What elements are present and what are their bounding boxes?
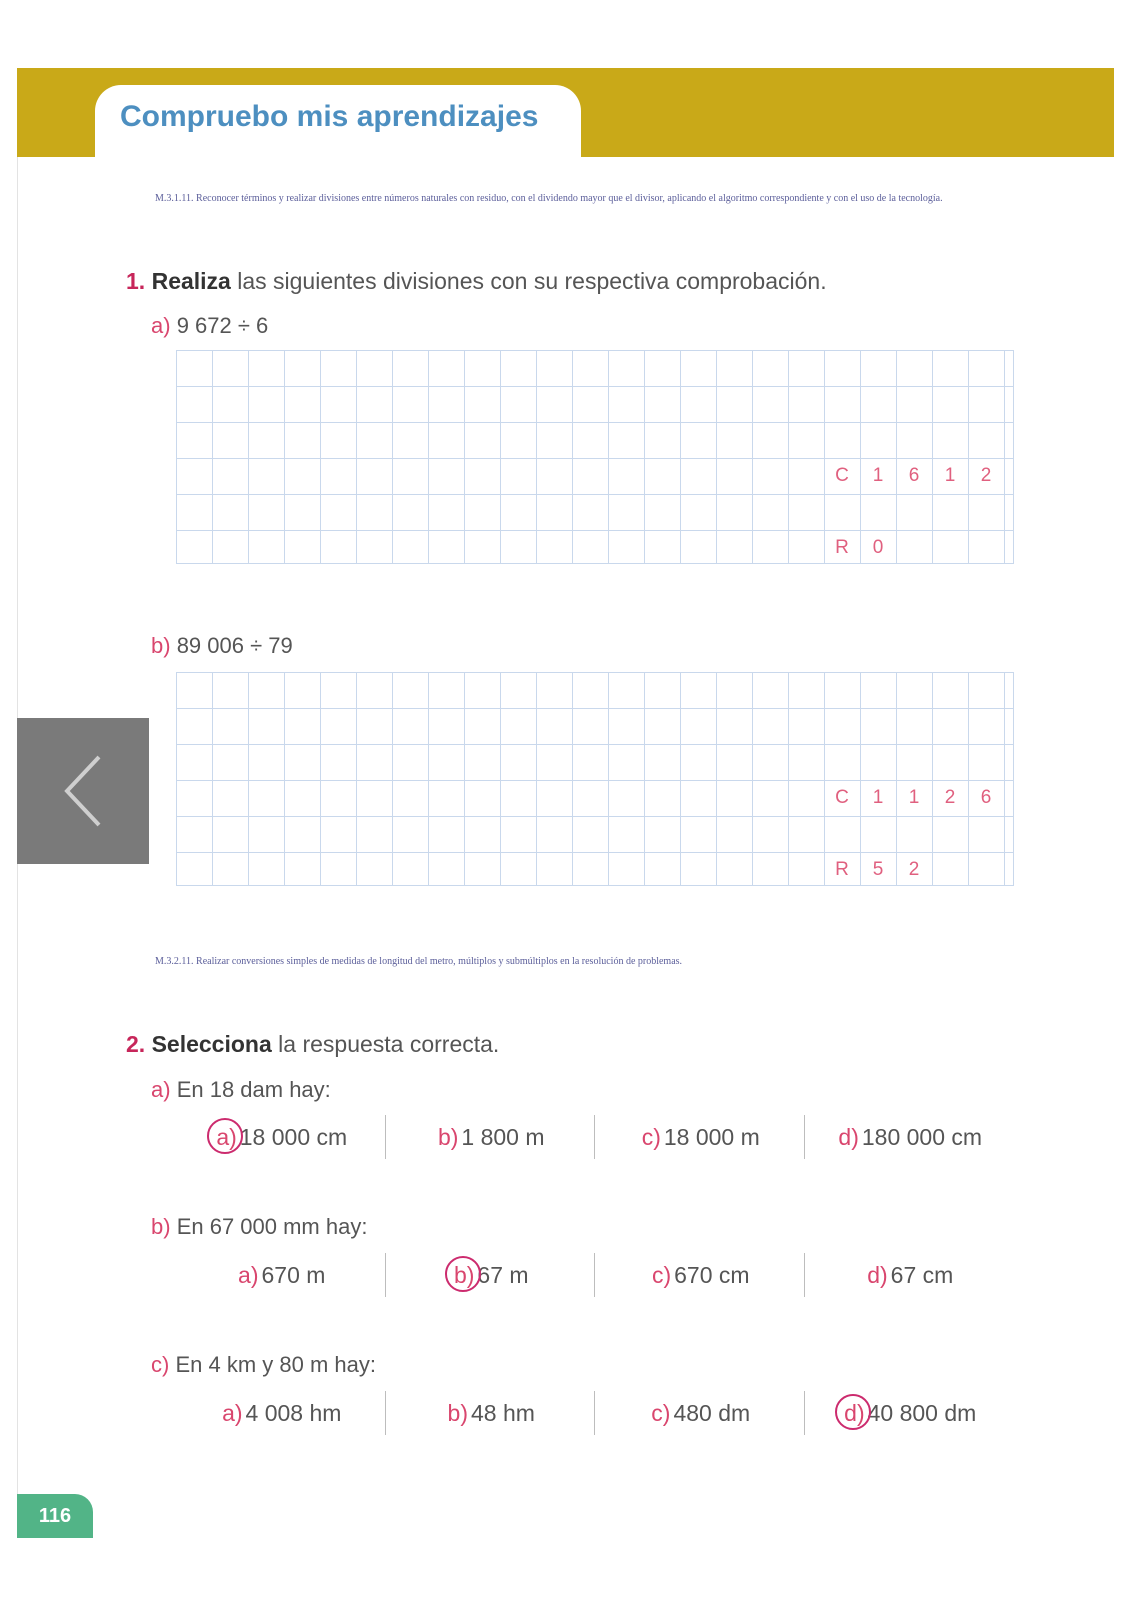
question-2c-prompt [151, 1352, 376, 1378]
option-value: 670 cm [674, 1261, 750, 1288]
option-value: 18 000 m [663, 1123, 760, 1150]
answer-option[interactable] [594, 1391, 804, 1435]
option-value: 1 800 m [461, 1123, 545, 1150]
option-letter: c) [651, 1261, 672, 1288]
question-number: 1. [126, 268, 146, 294]
option-value: 180 000 cm [861, 1123, 983, 1150]
option-value: 18 000 cm [239, 1123, 348, 1150]
division-a-label [151, 313, 268, 339]
item-letter: a) [151, 313, 171, 338]
options-row-2c [176, 1391, 1013, 1435]
remainder-digit: 0 [872, 537, 884, 558]
prompt-text: En 67 000 mm hay: [176, 1214, 368, 1239]
division-grid-a [176, 350, 1014, 564]
quotient-label: C [835, 787, 849, 808]
quotient-digit: 6 [908, 465, 920, 486]
answer-option[interactable] [804, 1115, 1014, 1159]
option-letter: b) [437, 1123, 459, 1150]
remainder-label: R [835, 859, 849, 880]
option-letter: a) [238, 1261, 259, 1288]
page-number: 116 [17, 1494, 93, 1538]
answer-option[interactable] [804, 1253, 1014, 1297]
remainder-digit: 2 [908, 859, 920, 880]
option-letter: d) [838, 1123, 859, 1150]
option-letter: c) [651, 1399, 671, 1426]
options-row-2b [176, 1253, 1013, 1297]
option-letter-circled: d) [841, 1400, 867, 1427]
chevron-left-icon [61, 753, 105, 829]
quotient-digit: 1 [872, 787, 884, 808]
skill-note: M.3.2.11. Realizar conversiones simples de medidas de longitud del metro, múltiplos y submúltiplos en la resolución de problemas. [155, 956, 683, 967]
answer-option[interactable] [176, 1115, 385, 1159]
question-2-heading [126, 1031, 499, 1058]
page-title: Compruebo mis aprendizajes [120, 100, 539, 133]
division-expression: 9 672 ÷ 6 [176, 313, 269, 338]
quotient-label: C [835, 465, 849, 486]
answer-option[interactable] [804, 1391, 1014, 1435]
option-value: 480 dm [673, 1399, 751, 1426]
option-letter: c) [641, 1123, 661, 1150]
answer-option[interactable] [385, 1115, 595, 1159]
option-value: 40 800 dm [867, 1399, 977, 1426]
option-value: 67 cm [890, 1261, 954, 1288]
option-value: 48 hm [471, 1399, 535, 1426]
previous-page-button[interactable] [17, 718, 149, 864]
remainder-row [824, 530, 896, 566]
item-letter: b) [151, 633, 171, 658]
remainder-digit: 5 [872, 859, 884, 880]
question-verb: Selecciona [151, 1031, 272, 1057]
question-text: la respuesta correcta. [278, 1031, 500, 1057]
option-letter-circled: b) [451, 1262, 477, 1289]
answer-option[interactable] [385, 1391, 595, 1435]
item-letter: a) [151, 1077, 171, 1102]
question-2b-prompt [151, 1214, 367, 1240]
option-value: 670 m [261, 1261, 326, 1288]
division-b-label [151, 633, 293, 659]
answer-option[interactable] [176, 1253, 385, 1297]
option-value: 4 008 hm [245, 1399, 342, 1426]
division-grid-b [176, 672, 1014, 886]
prompt-text: En 4 km y 80 m hay: [175, 1352, 376, 1377]
remainder-label: R [835, 537, 849, 558]
question-text: las siguientes divisiones con su respectiva comprobación. [237, 268, 827, 294]
quotient-row [824, 458, 1004, 494]
item-letter: c) [151, 1352, 170, 1377]
quotient-row [824, 780, 1004, 816]
quotient-digit: 1 [872, 465, 884, 486]
answer-option[interactable] [594, 1115, 804, 1159]
question-verb: Realiza [151, 268, 231, 294]
quotient-digit: 2 [980, 465, 992, 486]
prompt-text: En 18 dam hay: [176, 1077, 331, 1102]
quotient-digit: 1 [944, 465, 956, 486]
question-2a-prompt [151, 1077, 331, 1103]
option-letter: a) [222, 1399, 243, 1426]
question-number: 2. [126, 1031, 146, 1057]
remainder-row [824, 852, 932, 888]
quotient-digit: 1 [908, 787, 920, 808]
option-letter: d) [867, 1261, 888, 1288]
answer-option[interactable] [385, 1253, 595, 1297]
options-row-2a [176, 1115, 1013, 1159]
answer-option[interactable] [594, 1253, 804, 1297]
division-expression: 89 006 ÷ 79 [176, 633, 293, 658]
question-1-heading [126, 268, 827, 295]
quotient-digit: 6 [980, 787, 992, 808]
skill-note: M.3.1.11. Reconocer términos y realizar divisiones entre números naturales con residuo, con el dividendo mayor que el divisor, aplicando el algoritmo correspondiente y con el uso de la tecnología. [155, 193, 943, 204]
quotient-digit: 2 [944, 787, 956, 808]
option-letter: b) [447, 1399, 468, 1426]
answer-option[interactable] [176, 1391, 385, 1435]
option-value: 67 m [477, 1261, 529, 1288]
option-letter-circled: a) [213, 1124, 239, 1151]
item-letter: b) [151, 1214, 171, 1239]
